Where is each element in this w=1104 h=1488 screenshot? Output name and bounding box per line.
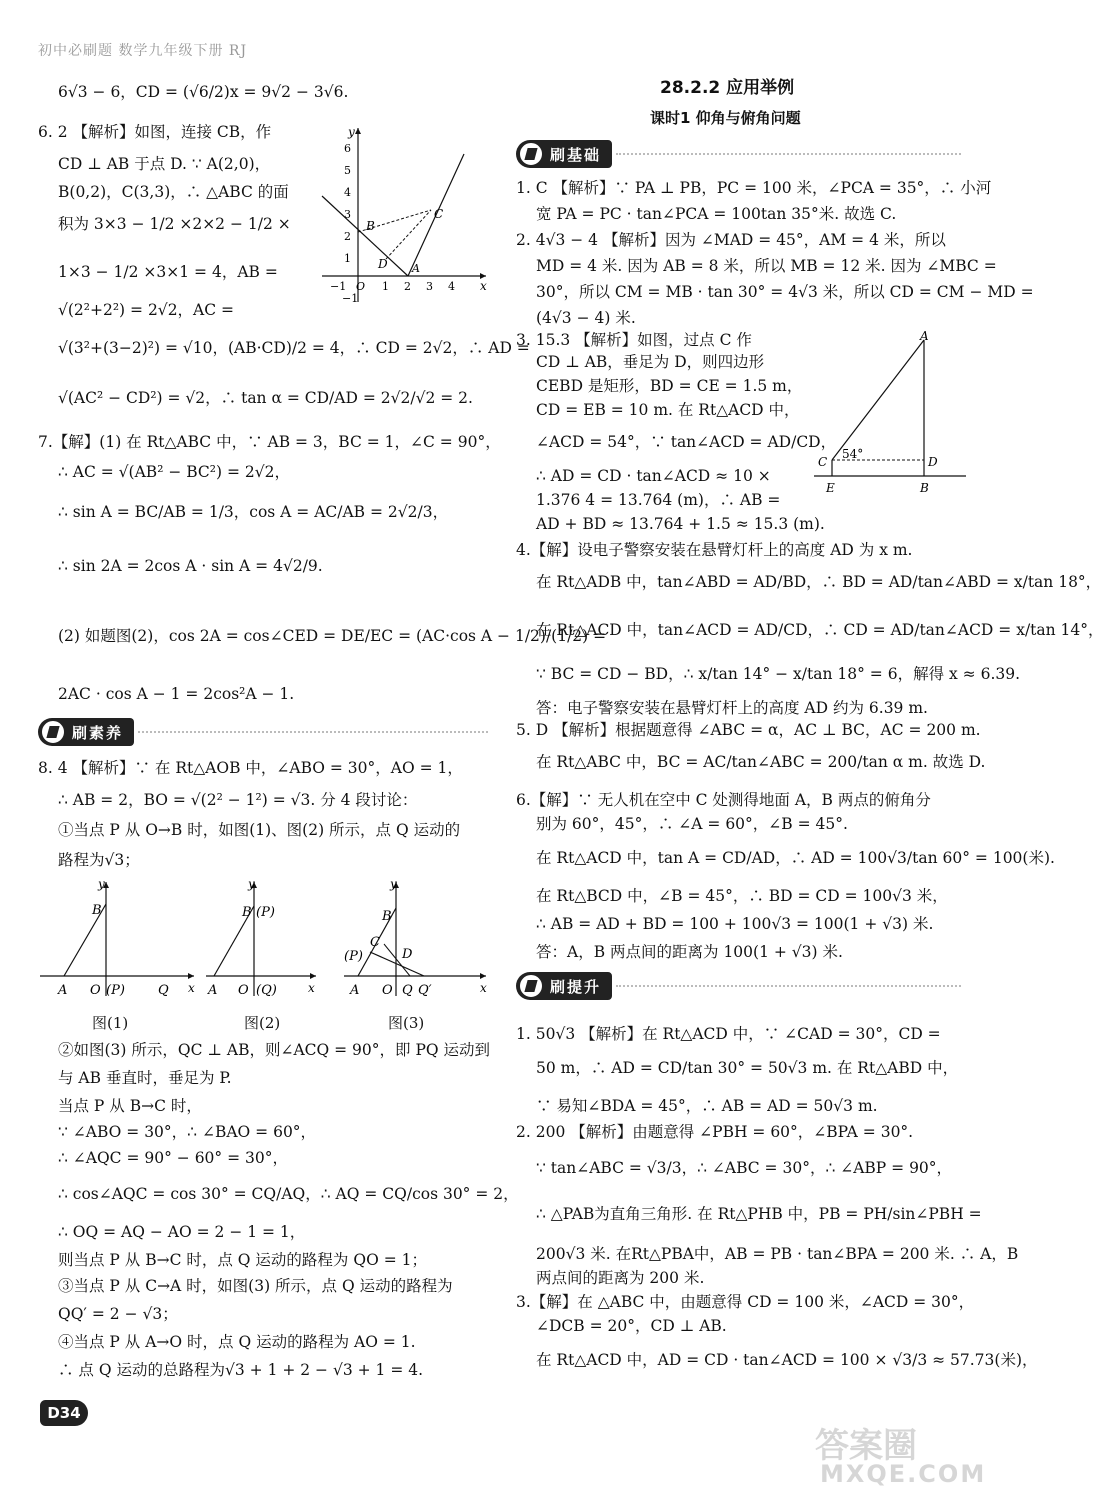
point-label: (P) xyxy=(106,983,125,998)
text-line: ∠ACD = 54°，∵ tan∠ACD = AD/CD， xyxy=(536,433,837,451)
y-tick-label: 1 xyxy=(344,252,351,265)
section-title: 28.2.2 应用举例 xyxy=(660,78,795,98)
point-label: B xyxy=(920,481,929,495)
axis-label: x xyxy=(308,981,315,995)
text-line: 6√3 − 6，CD = (√6/2)x = 9√2 − 3√6. xyxy=(58,83,349,101)
text-line: ②如图(3) 所示，QC ⊥ AB，则∠ACQ = 90°，即 PQ 运动到 xyxy=(58,1041,491,1059)
point-label-c: C xyxy=(434,207,444,221)
running-header: 初中必刷题 数学九年级下册 RJ xyxy=(38,43,248,59)
y-axis-label: y xyxy=(348,125,355,139)
text-line: 2AC · cos A − 1 = 2cos²A − 1. xyxy=(58,685,295,703)
dotted-divider xyxy=(616,985,961,987)
point-label: D xyxy=(402,947,413,962)
text-line: ∴ △PAB为直角三角形. 在 Rt△PHB 中，PB = PH/sin∠PBH = xyxy=(536,1205,982,1223)
text-line: 在 Rt△ABC 中，BC = AC/tan∠ABC = 200/tan α m. 故选 D. xyxy=(536,753,986,771)
basic-banner xyxy=(516,140,966,170)
text-line: ∴ ∠AQC = 90° − 60° = 30°， xyxy=(58,1149,288,1167)
text-line: 1.376 4 = 13.764 (m)，∴ AB = xyxy=(536,491,781,509)
point-label: (Q) xyxy=(256,983,277,998)
text-line: ④当点 P 从 A→O 时，点 Q 运动的路程为 AO = 1. xyxy=(58,1333,416,1351)
y-tick-label: 4 xyxy=(344,186,351,199)
coordinate-graph xyxy=(318,124,490,306)
watermark-url: MXQE.COM xyxy=(820,1460,987,1488)
figure-1 xyxy=(38,876,198,1002)
point-label: C xyxy=(818,455,828,469)
point-label: B xyxy=(92,903,102,918)
text-line: ∵ tan∠ABC = √3/3，∴ ∠ABC = 30°，∴ ∠ABP = 90°， xyxy=(536,1159,953,1177)
text-line: 3. 15.3 【解析】如图，过点 C 作 xyxy=(516,331,752,349)
text-line: 在 Rt△ACD 中，tan A = CD/AD，∴ AD = 100√3/tan 60° = 100(米). xyxy=(536,849,1055,867)
text-line: ∵ ∠ABO = 30°，∴ ∠BAO = 60°， xyxy=(58,1123,317,1141)
text-line: √(AC² − CD²) = √2，∴ tan α = CD/AD = 2√2/√2 = 2. xyxy=(58,389,473,407)
y-tick-label: 3 xyxy=(344,208,351,221)
banner-label: 刷基础 xyxy=(550,146,602,164)
text-line: QQ′ = 2 − √3； xyxy=(58,1305,178,1323)
point-label: A xyxy=(208,983,218,998)
axis-label: x xyxy=(188,981,195,995)
text-line: (4√3 − 4) 米. xyxy=(536,309,636,327)
improve-banner xyxy=(516,972,966,1002)
text-line: 8. 4 【解析】∵ 在 Rt△AOB 中，∠ABO = 30°，AO = 1， xyxy=(38,759,463,777)
figure-caption: 图(2) xyxy=(244,1014,281,1032)
text-line: √(2²+2²) = 2√2，AC = xyxy=(58,301,235,319)
text-line: 与 AB 垂直时，垂足为 P. xyxy=(58,1069,232,1087)
text-line: 4.【解】设电子警察安装在悬臂灯杆上的高度 AD 为 x m. xyxy=(516,541,913,559)
banner-label: 刷素养 xyxy=(72,724,124,742)
point-label: A xyxy=(920,329,929,343)
text-line: 2. 4√3 − 4 【解析】因为 ∠MAD = 45°，AM = 4 米，所以 xyxy=(516,231,946,249)
text-line: ∴ 点 Q 运动的总路程为√3 + 1 + 2 − √3 + 1 = 4. xyxy=(58,1361,424,1379)
text-line: 宽 PA = PC · tan∠PCA = 100tan 35°米. 故选 C. xyxy=(536,205,897,223)
text-line: 在 Rt△ACD 中，AD = CD · tan∠ACD = 100 × √3/3 ≈ 57.73(米)， xyxy=(536,1351,1038,1369)
text-line: 3.【解】在 △ABC 中，由题意得 CD = 100 米，∠ACD = 30°， xyxy=(516,1293,975,1311)
point-label-b: B xyxy=(366,219,375,233)
point-label: A xyxy=(350,983,360,998)
text-line: 则当点 P 从 B→C 时，点 Q 运动的路程为 QO = 1； xyxy=(58,1251,427,1269)
text-line: ∴ AC = √(AB² − BC²) = 2√2， xyxy=(58,463,290,481)
dotted-divider xyxy=(138,731,488,733)
point-label: B xyxy=(382,909,392,924)
axis-label: y xyxy=(390,877,397,891)
lesson-title: 课时1 仰角与俯角问题 xyxy=(650,109,801,127)
x-tick-label: 3 xyxy=(426,280,433,293)
point-label: Q xyxy=(402,983,413,998)
point-label: O xyxy=(238,983,249,998)
text-line: 积为 3×3 − 1/2 ×2×2 − 1/2 × xyxy=(58,215,291,233)
point-label: Q xyxy=(158,983,169,998)
point-label: O xyxy=(90,983,101,998)
axis-label: y xyxy=(98,877,105,891)
text-line: 200√3 米. 在Rt△PBA中，AB = PB · tan∠BPA = 200 米. ∴ A，B xyxy=(536,1245,1019,1263)
x-tick-label: O xyxy=(356,280,366,293)
text-line: MD = 4 米. 因为 AB = 8 米，所以 MB = 12 米. 因为 ∠MBC = xyxy=(536,257,997,275)
text-line: ③当点 P 从 C→A 时，如图(3) 所示，点 Q 运动的路程为 xyxy=(58,1277,453,1295)
text-line: 5. D 【解析】根据题意得 ∠ABC = α，AC ⊥ BC，AC = 200 m. xyxy=(516,721,981,739)
point-label: C xyxy=(370,935,380,950)
text-line: CD ⊥ AB，垂足为 D，则四边形 xyxy=(536,353,765,371)
point-label: (P) xyxy=(256,905,275,920)
point-label: E xyxy=(826,481,835,495)
figure-2 xyxy=(204,876,320,1002)
text-line: AD + BD ≈ 13.764 + 1.5 ≈ 15.3 (m). xyxy=(536,515,825,533)
text-line: ∴ OQ = AQ − AO = 2 − 1 = 1， xyxy=(58,1223,306,1241)
page-number: D34 xyxy=(40,1400,88,1426)
point-label: O xyxy=(382,983,393,998)
watermark-logo: 答案圈 xyxy=(815,1426,917,1466)
text-line: 别为 60°，45°，∴ ∠A = 60°，∠B = 45°. xyxy=(536,815,848,833)
x-tick-label: 2 xyxy=(404,280,411,293)
dotted-divider xyxy=(616,153,961,155)
axis-label: x xyxy=(480,981,487,995)
text-line: CD = EB = 10 m. 在 Rt△ACD 中， xyxy=(536,401,800,419)
literacy-banner xyxy=(38,718,488,748)
text-line: ∴ AB = 2，BO = √(2² − 1²) = √3. 分 4 段讨论： xyxy=(58,791,418,809)
text-line: CEBD 是矩形，BD = CE = 1.5 m， xyxy=(536,377,803,395)
x-tick-label: 4 xyxy=(448,280,455,293)
text-line: ∴ AD = CD · tan∠ACD ≈ 10 × xyxy=(536,467,771,485)
y-tick-label: 5 xyxy=(344,164,351,177)
text-line: ∴ AB = AD + BD = 100 + 100√3 = 100(1 + √3) 米. xyxy=(536,915,934,933)
text-line: 1×3 − 1/2 ×3×1 = 4，AB = xyxy=(58,263,278,281)
text-line: √(3²+(3−2)²) = √10，(AB·CD)/2 = 4，∴ CD = 2√2，∴ AD = xyxy=(58,339,530,357)
text-line: ∵ BC = CD − BD，∴ x/tan 14° − x/tan 18° = 6，解得 x ≈ 6.39. xyxy=(536,665,1021,683)
banner-label: 刷提升 xyxy=(550,978,602,996)
text-line: 6. 2 【解析】如图，连接 CB，作 xyxy=(38,123,272,141)
figure-3 xyxy=(340,876,490,1002)
figure-caption: 图(1) xyxy=(92,1014,129,1032)
text-line: ∠DCB = 20°，CD ⊥ AB. xyxy=(536,1317,727,1335)
text-line: ∴ cos∠AQC = cos 30° = CQ/AQ，∴ AQ = CQ/cos 30° = 2， xyxy=(58,1185,519,1203)
text-line: ∵ 易知∠BDA = 45°，∴ AB = AD = 50√3 m. xyxy=(536,1097,878,1115)
text-line: 答：A，B 两点间的距离为 100(1 + √3) 米. xyxy=(536,943,843,961)
text-line: 2. 200 【解析】由题意得 ∠PBH = 60°，∠BPA = 30°. xyxy=(516,1123,914,1141)
text-line: 30°，所以 CM = MB · tan 30° = 4√3 米，所以 CD = CM − MD = xyxy=(536,283,1034,301)
text-line: 在 Rt△ADB 中，tan∠ABD = AD/BD，∴ BD = AD/tan∠ABD = x/tan 18°， xyxy=(536,573,1102,591)
angle-label: 54° xyxy=(842,447,864,461)
right-triangle-diagram xyxy=(812,330,968,496)
point-label: A xyxy=(58,983,68,998)
point-label: B xyxy=(242,905,252,920)
text-line: ①当点 P 从 O→B 时，如图(1)、图(2) 所示，点 Q 运动的 xyxy=(58,821,461,839)
x-tick-label: 1 xyxy=(382,280,389,293)
text-line: 答：电子警察安装在悬臂灯杆上的高度 AD 约为 6.39 m. xyxy=(536,699,928,717)
text-line: ∴ sin 2A = 2cos A · sin A = 4√2/9. xyxy=(58,557,323,575)
text-line: 两点间的距离为 200 米. xyxy=(536,1269,705,1287)
y-tick-label: −1 xyxy=(342,292,359,305)
figure-caption: 图(3) xyxy=(388,1014,425,1032)
text-line: 路程为√3； xyxy=(58,851,140,869)
text-line: 在 Rt△ACD 中，tan∠ACD = AD/CD，∴ CD = AD/tan∠ACD = x/tan 14°， xyxy=(536,621,1104,639)
text-line: 1. 50√3 【解析】在 Rt△ACD 中，∵ ∠CAD = 30°，CD = xyxy=(516,1025,941,1043)
point-label-d: D xyxy=(378,257,388,271)
axis-label: y xyxy=(248,877,255,891)
point-label: (P) xyxy=(344,949,363,964)
text-line: 50 m，∴ AD = CD/tan 30° = 50√3 m. 在 Rt△ABD 中， xyxy=(536,1059,959,1077)
y-tick-label: 6 xyxy=(344,142,351,155)
text-line: 1. C 【解析】∵ PA ⊥ PB，PC = 100 米，∠PCA = 35°，∴ 小河 xyxy=(516,179,992,197)
point-label: Q′ xyxy=(418,983,432,998)
text-line: ∴ sin A = BC/AB = 1/3，cos A = AC/AB = 2√2/3， xyxy=(58,503,449,521)
text-line: CD ⊥ AB 于点 D. ∵ A(2,0)， xyxy=(58,155,271,173)
point-label-a: A xyxy=(412,262,420,275)
text-line: B(0,2)，C(3,3)，∴ △ABC 的面 xyxy=(58,183,289,201)
y-tick-label: 2 xyxy=(344,230,351,243)
text-line: 6.【解】∵ 无人机在空中 C 处测得地面 A，B 两点的俯角分 xyxy=(516,791,931,809)
x-tick-label: −1 xyxy=(330,280,347,293)
point-label: D xyxy=(928,455,938,469)
text-line: 当点 P 从 B→C 时， xyxy=(58,1097,202,1115)
text-line: (2) 如题图(2)，cos 2A = cos∠CED = DE/EC = (AC·cos A − 1/2)/(1/2) = xyxy=(58,627,607,645)
text-line: 7.【解】(1) 在 Rt△ABC 中，∵ AB = 3，BC = 1，∠C = 90°， xyxy=(38,433,501,451)
text-line: 在 Rt△BCD 中，∠B = 45°，∴ BD = CD = 100√3 米， xyxy=(536,887,948,905)
x-axis-label: x xyxy=(480,279,487,293)
